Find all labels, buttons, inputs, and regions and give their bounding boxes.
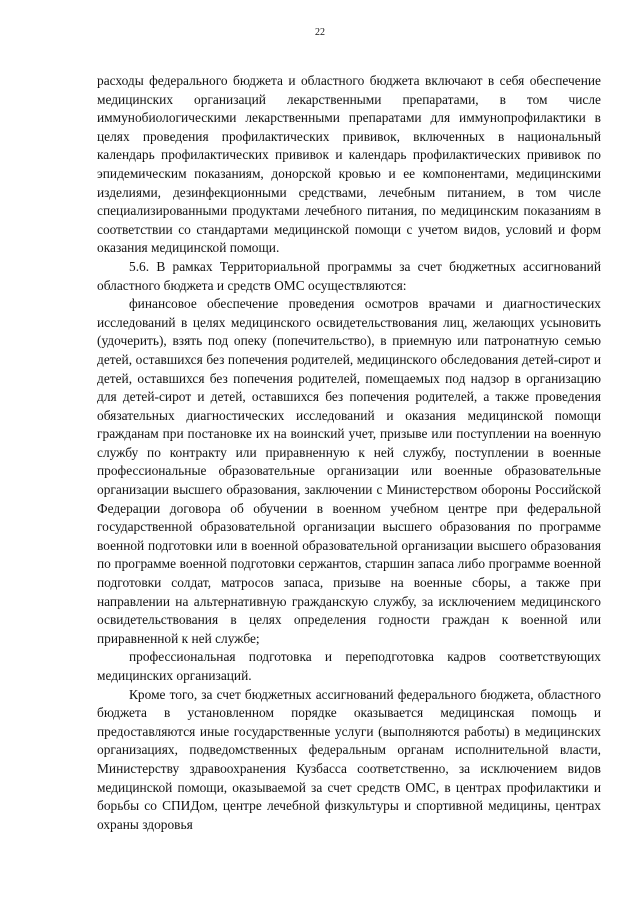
paragraph-additionally: Кроме того, за счет бюджетных ассигнований федерального бюджета, областного бюджета в установленном порядке оказывается медицинская помощь и предоставляются иные государственные услуги (выполняются работы) в медицинских организациях, подведомственных федеральным органам исполнительной власти, Министерству здравоохранения Кузбасса соответственно, за исключением видов медицинской помощи, оказываемой за счет средств ОМС, в центрах профилактики и борьбы со СПИДом, центре лечебной физкультуры и спортивной медицины, центрах охраны здоровья xyxy=(97,686,601,832)
paragraph-financial-support: финансовое обеспечение проведения осмотров врачами и диагностических исследований в целях медицинского освидетельствования лиц, желающих усыновить (удочерить), взять под опеку (попечительство), в приемную или патронатную семью детей, оставшихся без попечения родителей, медицинского обследования детей-сирот и детей, оставшихся без попечения родителей, помещаемых под надзор в организацию для детей-сирот и детей, оставшихся без попечения родителей, а также проведения обязательных диагностических исследований и оказания медицинской помощи гражданам при постановке их на воинский учет, призыве или поступлении на военную службу по контракту или приравненную к ней службу, поступлении в военные профессиональные образовательные организации или военные образовательные организации высшего образования, заключении с Министерством обороны Российской Федерации договора об обучении в военном учебном центре при федеральной государственной образовательной организации высшего образования по программе военной подготовки или в военной образовательной организации высшего образования по программе военной подготовки сержантов, старшин запаса либо программе военной подготовки солдат, матросов запаса, призыве на военные сборы, а также при направлении на альтернативную гражданскую службу, за исключением медицинского освидетельствования в целях определения годности граждан к военной или приравненной к ней службе; xyxy=(97,296,601,646)
paragraph-section-5-6: 5.6. В рамках Территориальной программы за счет бюджетных ассигнований областного бюджета и средств ОМС осуществляются: xyxy=(97,258,601,293)
paragraph-professional-training: профессиональная подготовка и переподготовка кадров соответствующих медицинских организаций. xyxy=(97,649,601,683)
document-body xyxy=(97,72,601,834)
page-number: 22 xyxy=(315,27,325,38)
paragraph-expenses: расходы федерального бюджета и областного бюджета включают в себя обеспечение медицинских организаций лекарственными препаратами, в том числе иммунобиологическими лекарственными препаратами для иммунопрофилактики в целях проведения профилактических прививок, включенных в национальный календарь профилактических прививок и календарь профилактических прививок по эпидемическим показаниям, донорской кровью и ее компонентами, медицинскими изделиями, дезинфекционными средствами, лечебным питанием, в том числе специализированными продуктами лечебного питания, по медицинским показаниям в соответствии со стандартами медицинской помощи с учетом видов, условий и форм оказания медицинской помощи. xyxy=(97,73,601,256)
